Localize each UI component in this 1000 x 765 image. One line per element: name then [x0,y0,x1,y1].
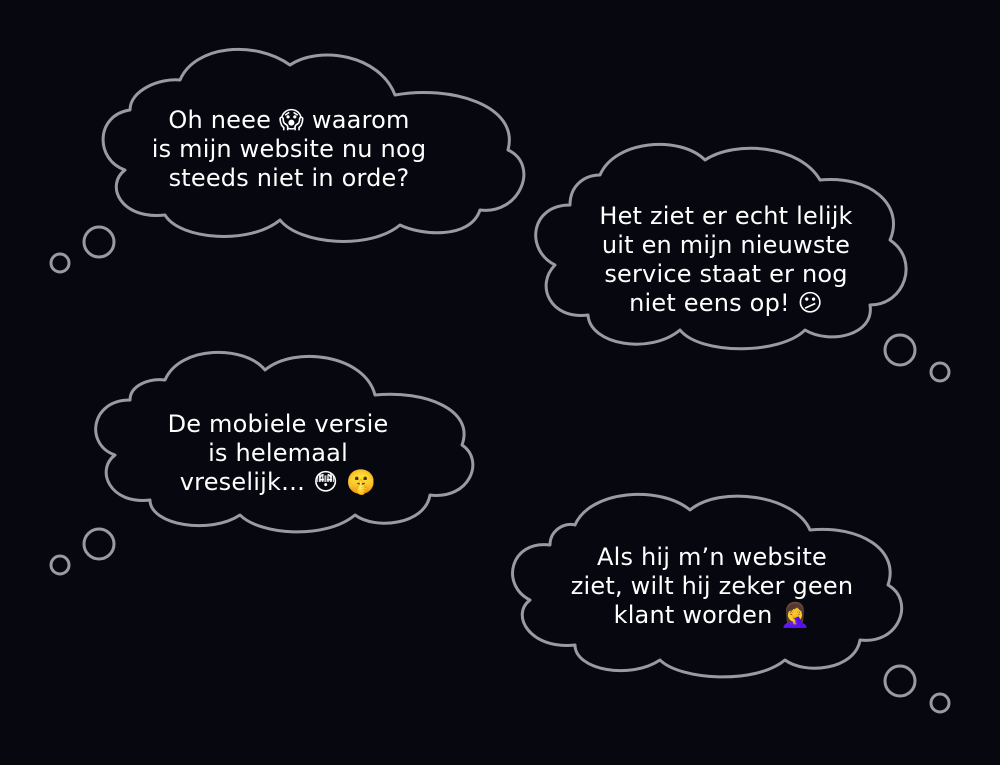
thought-1-line-1: Oh neee 😱 waarom [168,106,410,134]
thought-3-line-3: vreselijk… 😳 🤫 [179,468,377,496]
cloud-4-bubble-small [931,694,949,712]
thought-4-text [557,543,867,630]
thought-3-text [128,410,428,497]
thought-2-line-2: uit en mijn nieuwste [601,231,851,259]
cloud-4-bubble-large [885,666,915,696]
thought-4-line-1: Als hij m’n website [596,543,828,571]
thought-2-line-1: Het ziet er echt lelijk [599,202,853,230]
thought-2-line-3: service staat er nog [604,260,848,288]
cloud-3-bubble-small [51,556,69,574]
cloud-2-bubble-small [931,363,949,381]
thought-1-line-2: is mijn website nu nog [151,135,427,163]
thought-1-line-3: steeds niet in orde? [168,164,410,192]
cloud-3-bubble-large [84,529,114,559]
thought-4-line-2: ziet, wilt hij zeker geen [570,572,854,600]
cloud-1-bubble-small [51,254,69,272]
thought-2-line-4: niet eens op! 😕 [629,289,823,317]
thought-4-line-3: klant worden 🤦‍♀️ [613,601,811,629]
thought-1-text [134,106,444,193]
cloud-1-bubble-large [84,227,114,257]
thought-2-text [571,202,881,318]
thought-3-line-1: De mobiele versie [167,410,389,438]
thought-3-line-2: is helemaal [208,439,348,467]
cloud-2-bubble-large [885,335,915,365]
